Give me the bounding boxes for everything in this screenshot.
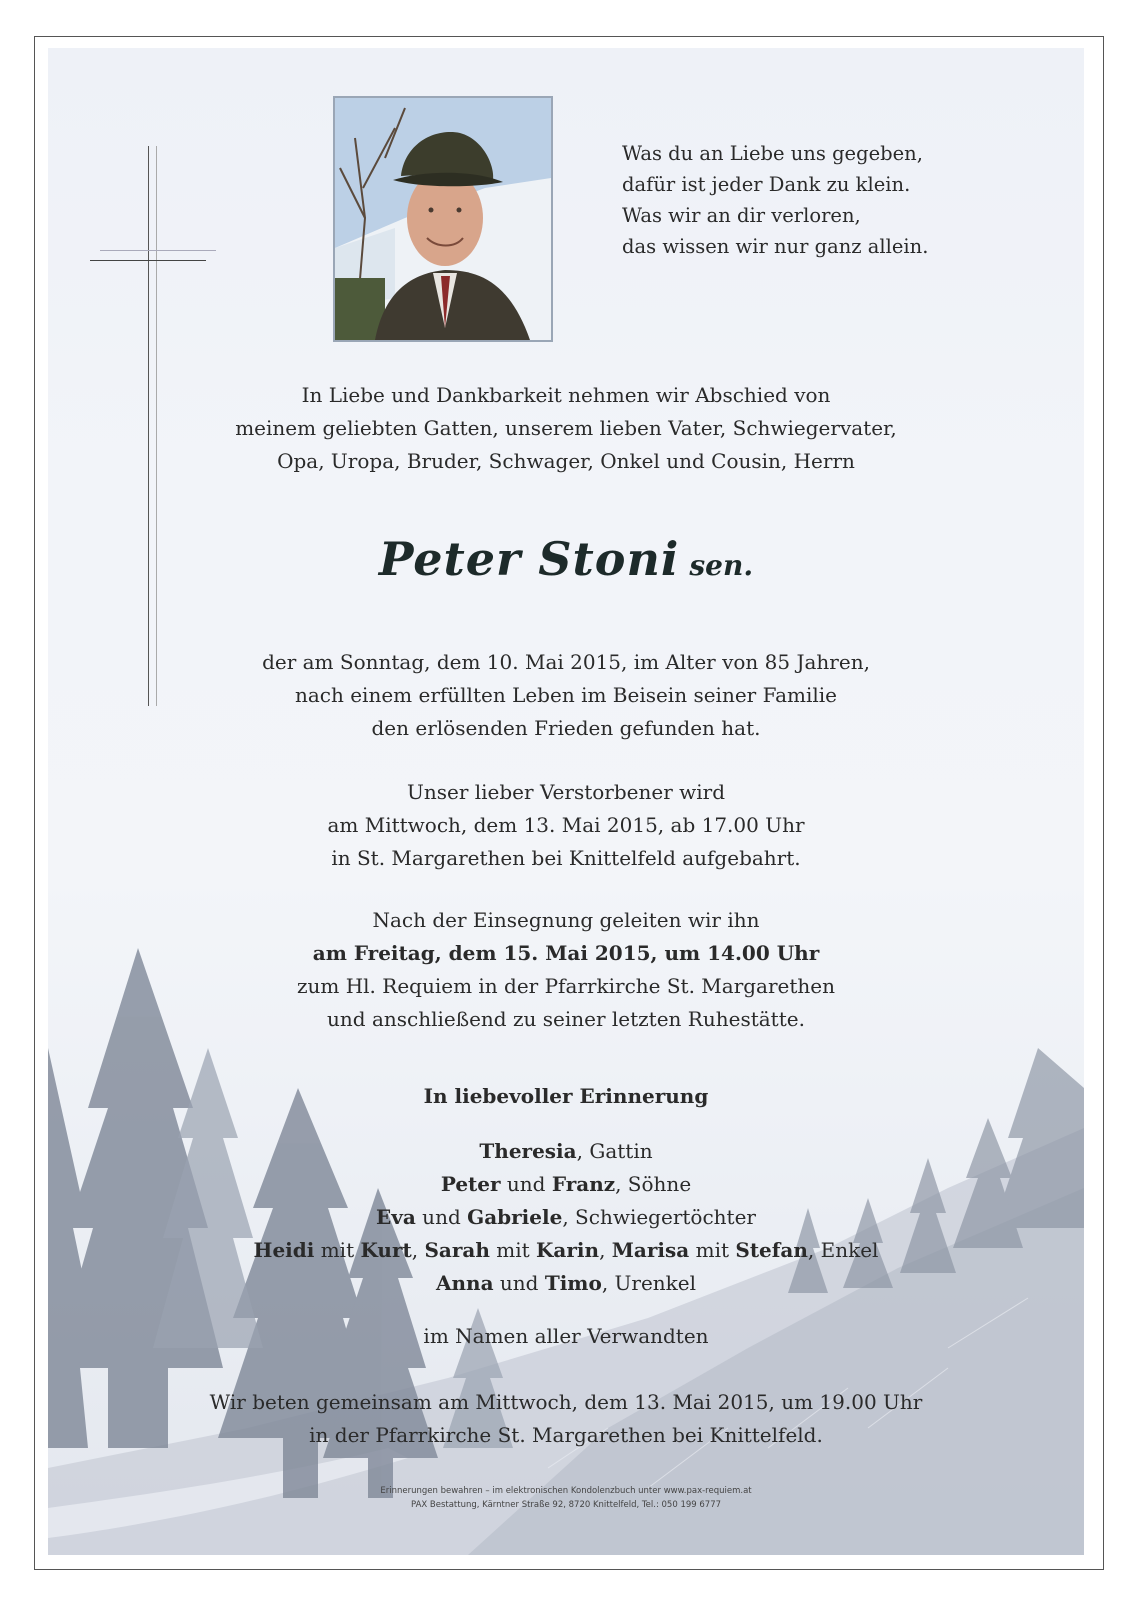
mourner-relation: , Urenkel bbox=[601, 1271, 697, 1295]
poem-line: Was wir an dir verloren, bbox=[622, 204, 861, 227]
death-notice-line: der am Sonntag, dem 10. Mai 2015, im Alter von 85 Jahren, bbox=[262, 650, 870, 674]
viewing-info bbox=[0, 776, 1132, 875]
poem bbox=[622, 138, 942, 262]
funeral-line: zum Hl. Requiem in der Pfarrkirche St. Margarethen bbox=[296, 974, 836, 998]
mourner-relation: , Gattin bbox=[576, 1139, 653, 1163]
poem-line: das wissen wir nur ganz allein. bbox=[622, 235, 929, 258]
footer-condolence-line: Erinnerungen bewahren – im elektronischen Kondolenzbuch unter www.pax-requiem.at bbox=[380, 1486, 752, 1496]
mourner-name: Stefan bbox=[735, 1238, 808, 1262]
mourner-name: Peter bbox=[440, 1172, 501, 1196]
death-notice-line: den erlösenden Frieden gefunden hat. bbox=[371, 716, 761, 740]
funeral-line: und anschließend zu seiner letzten Ruhestätte. bbox=[327, 1007, 805, 1031]
footer bbox=[0, 1484, 1132, 1512]
mourner-name: Marisa bbox=[611, 1238, 690, 1262]
mourner-connector: und bbox=[500, 1172, 552, 1196]
cross-horizontal-shadow bbox=[100, 250, 216, 251]
mourner-name: Gabriele bbox=[467, 1205, 563, 1229]
funeral-line: Nach der Einsegnung geleiten wir ihn bbox=[372, 908, 760, 932]
mourner-connector: und bbox=[493, 1271, 545, 1295]
portrait-photo bbox=[333, 96, 553, 342]
mourner-connector: , bbox=[411, 1238, 425, 1262]
poem-line: Was du an Liebe uns gegeben, bbox=[622, 142, 923, 165]
mourner-name: Karin bbox=[536, 1238, 600, 1262]
mourner-connector: mit bbox=[489, 1238, 537, 1262]
footer-address-line: PAX Bestattung, Kärntner Straße 92, 8720 Knittelfeld, Tel.: 050 199 6777 bbox=[410, 1500, 722, 1510]
mourner-name: Heidi bbox=[253, 1238, 315, 1262]
mourner-line-wife bbox=[0, 1135, 1132, 1168]
prayer-line: in der Pfarrkirche St. Margarethen bei Knittelfeld. bbox=[309, 1423, 823, 1447]
deceased-full-name: Peter Stoni bbox=[378, 532, 680, 586]
mourner-relation: , Enkel bbox=[807, 1238, 879, 1262]
intro-line: Opa, Uropa, Bruder, Schwager, Onkel und Cousin, Herrn bbox=[277, 449, 855, 473]
mourner-connector: und bbox=[415, 1205, 468, 1229]
funeral-date: am Freitag, dem 15. Mai 2015, um 14.00 Uhr bbox=[312, 941, 820, 965]
death-notice bbox=[0, 646, 1132, 745]
cross-horizontal-line bbox=[90, 260, 206, 261]
mourner-connector: mit bbox=[689, 1238, 736, 1262]
death-notice-line: nach einem erfüllten Leben im Beisein seiner Familie bbox=[294, 683, 838, 707]
mourner-name: Timo bbox=[544, 1271, 602, 1295]
mourner-connector: , bbox=[599, 1238, 612, 1262]
mourner-name: Anna bbox=[435, 1271, 494, 1295]
intro-line: meinem geliebten Gatten, unserem lieben Vater, Schwiegervater, bbox=[235, 416, 897, 440]
mourner-name: Theresia bbox=[479, 1139, 577, 1163]
deceased-suffix: sen. bbox=[689, 549, 754, 582]
relatives-line bbox=[0, 1320, 1132, 1353]
relatives-text: im Namen aller Verwandten bbox=[423, 1324, 709, 1348]
mourners-list bbox=[0, 1135, 1132, 1300]
viewing-line: am Mittwoch, dem 13. Mai 2015, ab 17.00 Uhr bbox=[327, 813, 805, 837]
mourner-name: Franz bbox=[551, 1172, 616, 1196]
intro-text bbox=[0, 379, 1132, 478]
mourner-name: Sarah bbox=[424, 1238, 490, 1262]
prayer-line: Wir beten gemeinsam am Mittwoch, dem 13. Mai 2015, um 19.00 Uhr bbox=[209, 1390, 923, 1414]
mourner-relation: , Söhne bbox=[615, 1172, 692, 1196]
poem-line: dafür ist jeder Dank zu klein. bbox=[622, 173, 911, 196]
mourner-line-daughters-in-law bbox=[0, 1201, 1132, 1234]
memory-section bbox=[0, 1080, 1132, 1113]
mourner-name: Kurt bbox=[360, 1238, 412, 1262]
memory-heading: In liebevoller Erinnerung bbox=[423, 1084, 709, 1108]
funeral-info bbox=[0, 904, 1132, 1036]
mourner-connector: mit bbox=[314, 1238, 361, 1262]
mourner-relation: , Schwiegertöchter bbox=[562, 1205, 756, 1229]
deceased-name bbox=[0, 532, 1132, 586]
mourner-line-sons bbox=[0, 1168, 1132, 1201]
mourner-name: Eva bbox=[376, 1205, 416, 1229]
viewing-line: in St. Margarethen bei Knittelfeld aufgebahrt. bbox=[331, 846, 801, 870]
prayer-info bbox=[0, 1386, 1132, 1452]
intro-line: In Liebe und Dankbarkeit nehmen wir Abschied von bbox=[301, 383, 831, 407]
mourner-line-great-grandchildren bbox=[0, 1267, 1132, 1300]
mourner-line-grandchildren bbox=[0, 1234, 1132, 1267]
viewing-line: Unser lieber Verstorbener wird bbox=[407, 780, 725, 804]
